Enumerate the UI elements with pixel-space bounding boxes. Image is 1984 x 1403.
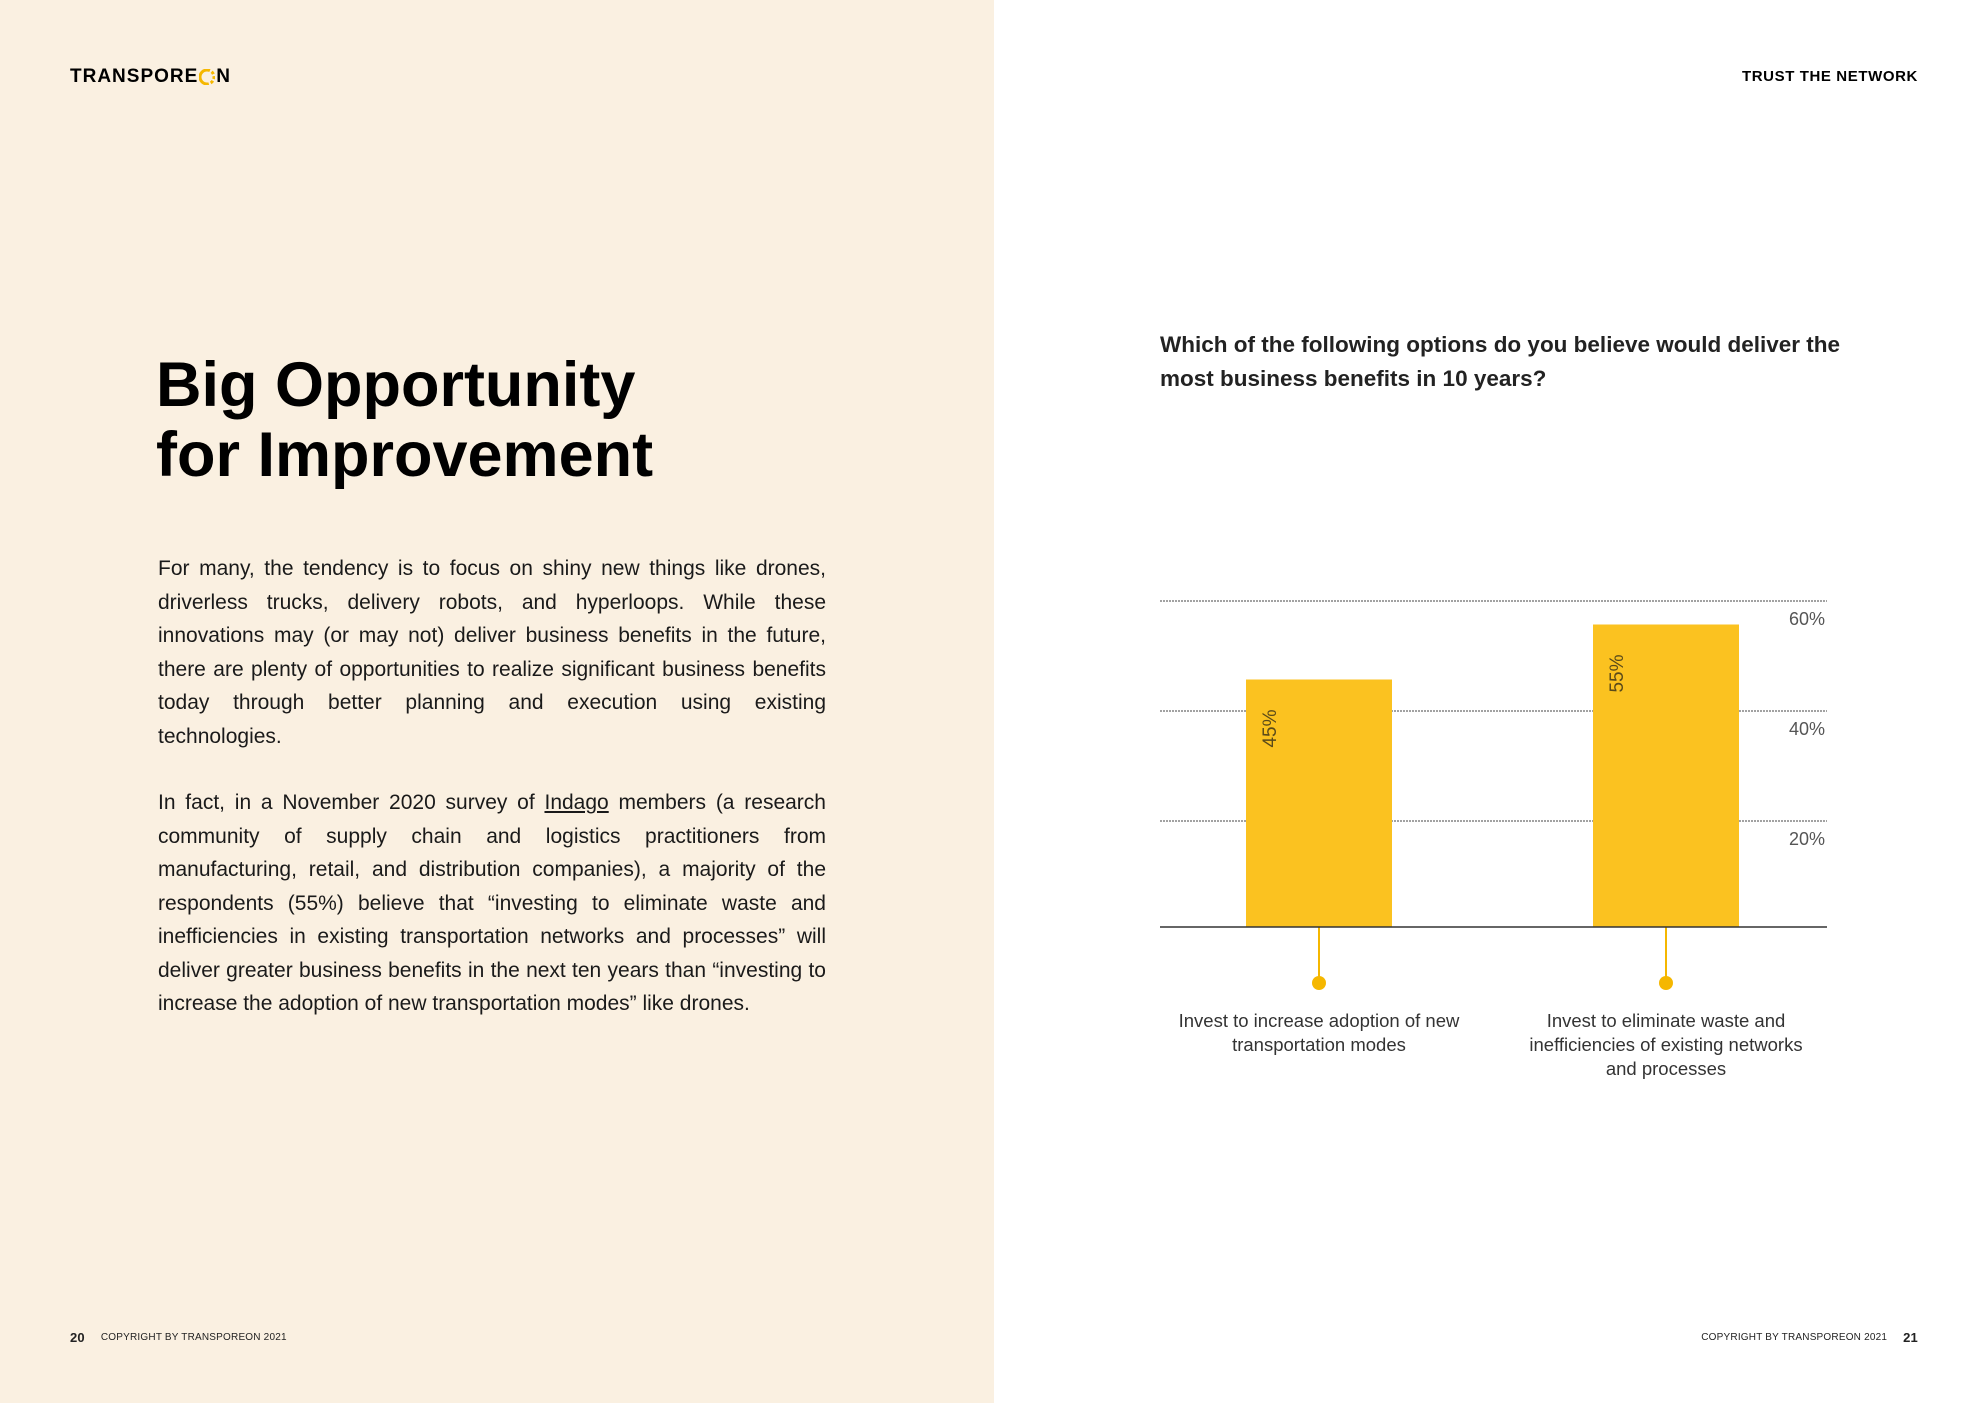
category-label: Invest to eliminate waste and — [1546, 1010, 1786, 1031]
y-tick-label: 60% — [1788, 609, 1825, 629]
page-number: 21 — [1903, 1330, 1918, 1345]
chart-question: Which of the following options do you believe would deliver the most business benefits in 10 years? — [1160, 332, 1841, 391]
logo-text-end: N — [216, 66, 232, 87]
page-title — [156, 350, 796, 490]
logo-text-start: TRANSPORE — [70, 66, 199, 87]
survey-text-after: members (a research community of supply chain and logistics practitioners from manufacturing, retail, and distribution companies), a majority of the respondents (55%) believe that “investing to eliminate waste and inefficiencies in existing transportation networks and processes” will deliver greater business benefits in the next ten years than “investing to increase the adoption of new transportation modes” like drones. — [158, 791, 826, 1015]
bar-value-label: 55% — [1607, 654, 1628, 693]
header-tagline: TRUST THE NETWORK — [1741, 68, 1918, 85]
survey-paragraph — [158, 786, 826, 1021]
page-number: 20 — [70, 1330, 85, 1345]
survey-bar-chart — [1150, 560, 1850, 1100]
y-tick-label: 20% — [1788, 829, 1825, 849]
indago-link[interactable]: Indago — [544, 791, 609, 814]
y-tick-label: 40% — [1788, 719, 1825, 739]
transporeon-logo — [70, 66, 231, 88]
survey-text-before: In fact, in a November 2020 survey of — [158, 791, 545, 814]
logo-o-mark-icon — [199, 69, 215, 85]
category-label: inefficiencies of existing networks — [1529, 1034, 1803, 1055]
category-label: Invest to increase adoption of new — [1178, 1010, 1460, 1031]
bar-value-label: 45% — [1260, 709, 1281, 748]
category-label: transportation modes — [1232, 1034, 1406, 1055]
category-dot — [1312, 976, 1326, 990]
footer-left — [70, 1330, 287, 1345]
intro-paragraph: For many, the tendency is to focus on shiny new things like drones, driverless trucks, delivery robots, and hyperloops. While these innovations may (or may not) deliver business benefits in the future, there are plenty of opportunities to realize significant business benefits today through better planning and execution using existing technologies. — [158, 557, 826, 748]
title-line-2: for Improvement — [156, 420, 654, 490]
footer-right — [1701, 1330, 1918, 1345]
copyright-text: COPYRIGHT BY TRANSPOREON 2021 — [100, 1332, 287, 1343]
title-line-1: Big Opportunity — [156, 350, 636, 420]
category-label: and processes — [1605, 1058, 1727, 1079]
copyright-text: COPYRIGHT BY TRANSPOREON 2021 — [1701, 1332, 1888, 1343]
category-dot — [1659, 976, 1673, 990]
